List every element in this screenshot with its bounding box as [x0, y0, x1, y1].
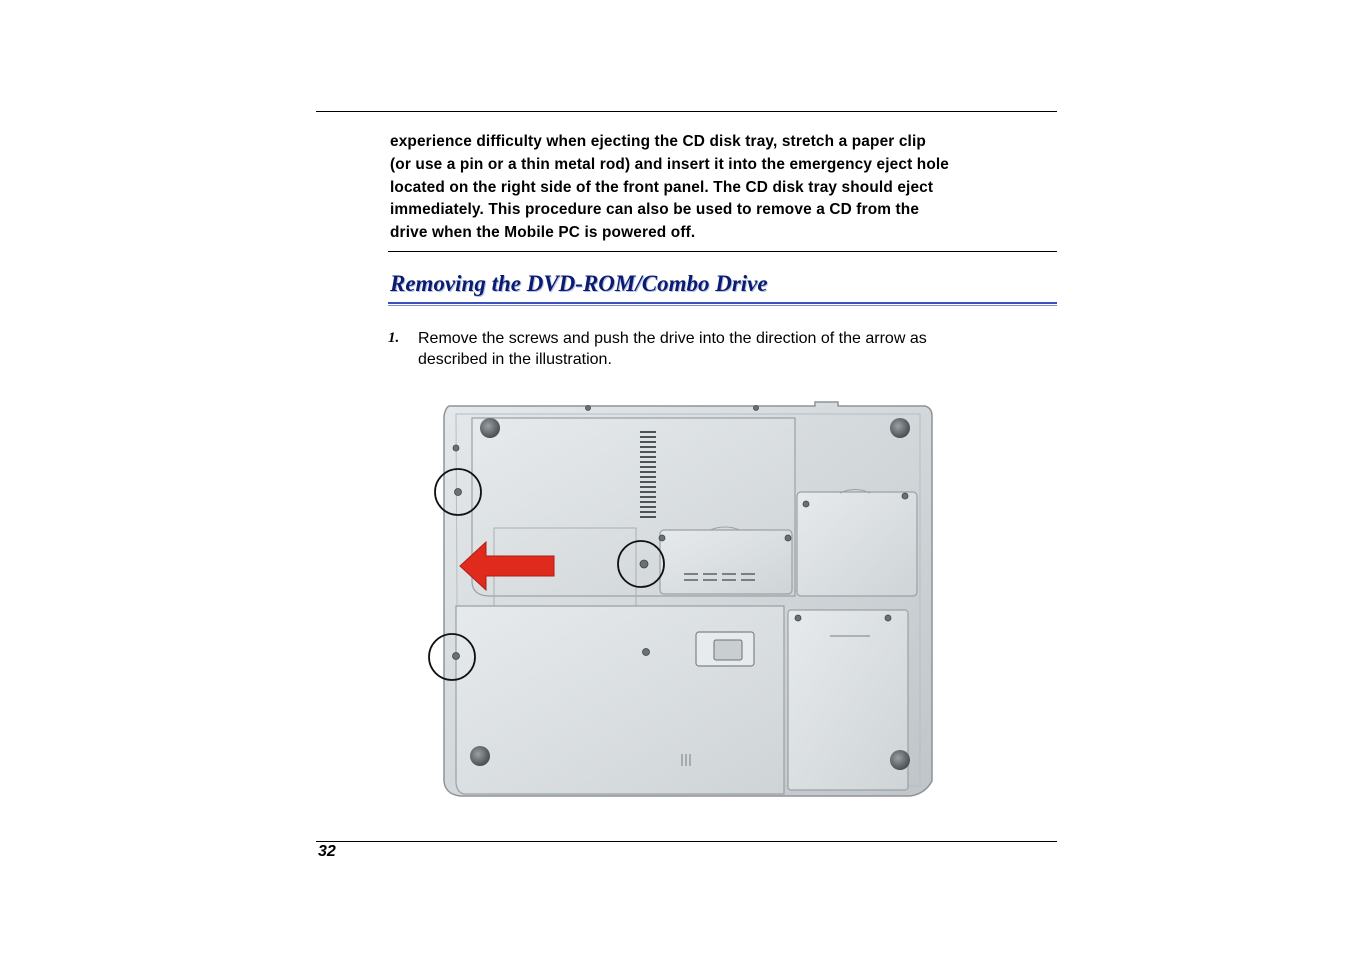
section-title-underline [388, 302, 1057, 304]
note-paragraph [390, 131, 1058, 245]
note-line: located on the right side of the front panel. The CD disk tray should eject [390, 178, 934, 196]
note-line: immediately. This procedure can also be used to remove a CD from the [390, 201, 920, 219]
step-line: described in the illustration. [418, 351, 612, 368]
note-line: (or use a pin or a thin metal rod) and insert it into the emergency eject hole [390, 155, 950, 173]
note-bottom-rule [388, 251, 1057, 252]
step-line: Remove the screws and push the drive into the direction of the arrow as [418, 330, 927, 347]
battery-compartment [456, 606, 784, 794]
note-line: drive when the Mobile PC is powered off. [390, 224, 696, 242]
footer-rule [316, 841, 1057, 842]
page-number: 32 [318, 843, 336, 860]
section-title: Removing the DVD-ROM/Combo Drive [390, 271, 768, 296]
section-title-underline-thin [388, 305, 1057, 306]
step-number: 1. [388, 330, 400, 346]
laptop-bottom-illustration [420, 396, 940, 806]
lower-right-panel [788, 610, 908, 790]
hdd-compartment [797, 490, 917, 597]
step-text [418, 328, 1058, 370]
header-rule [316, 111, 1057, 112]
memory-compartment [660, 527, 792, 594]
note-line: experience difficulty when ejecting the CD disk tray, stretch a paper clip [390, 133, 926, 150]
